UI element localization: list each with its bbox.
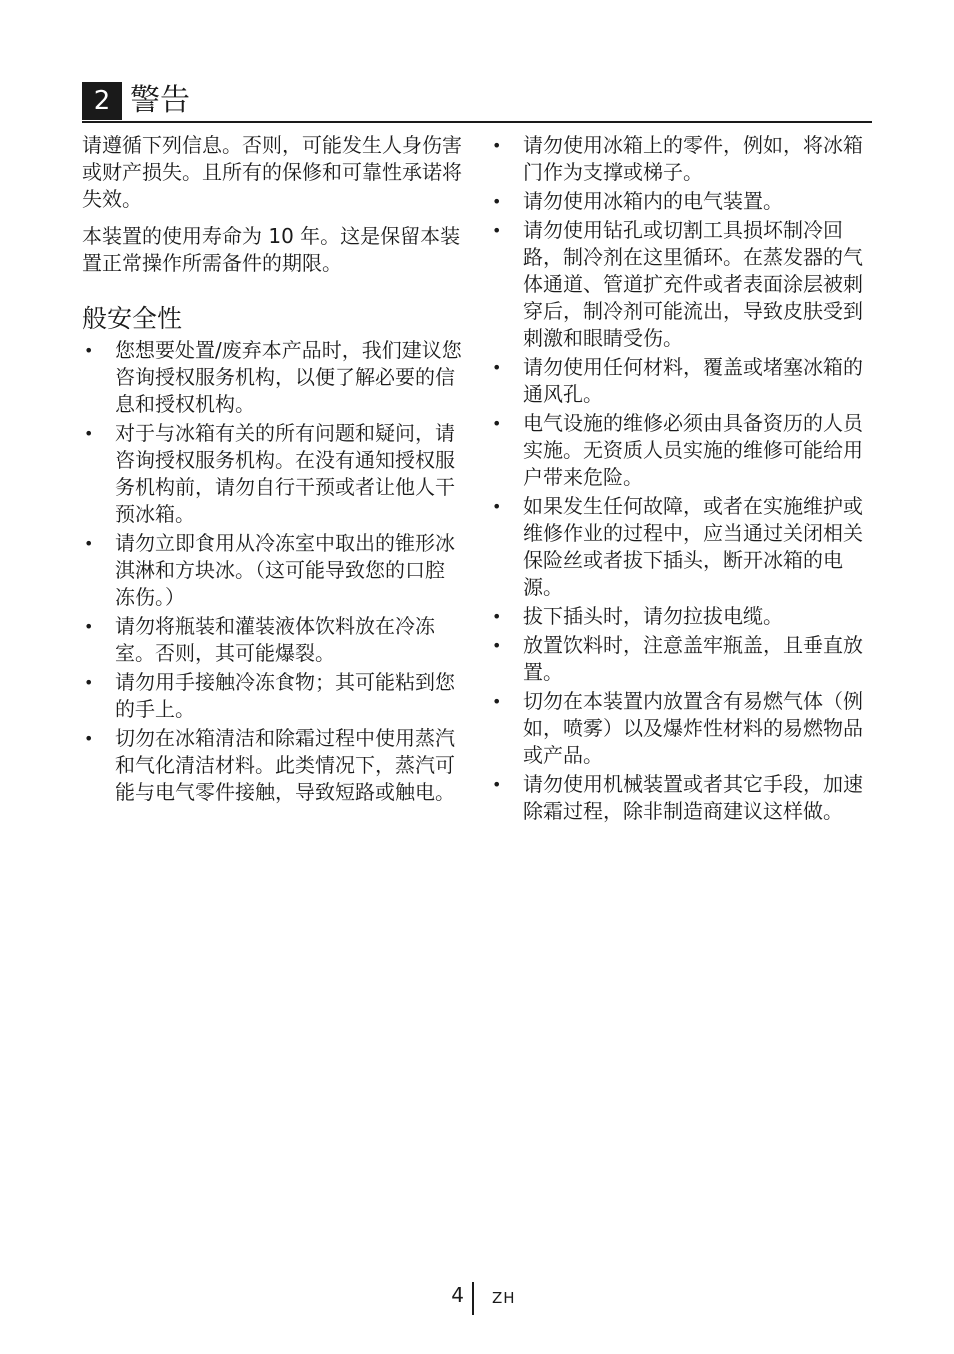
list-item: [490, 493, 882, 601]
list-item-text: 请勿使用冰箱内的电气装置。: [523, 189, 783, 213]
general-safety-list: [82, 337, 464, 806]
bullet-icon: •: [492, 636, 502, 655]
list-item: [490, 217, 882, 352]
left-column: [82, 132, 464, 808]
list-item: [82, 337, 464, 418]
list-item-text: 请勿使用机械装置或者其它手段，加速除霜过程，除非制造商建议这样做。: [523, 772, 863, 823]
list-item: [82, 420, 464, 528]
list-item: [490, 354, 882, 408]
list-item-text: 请勿将瓶装和灌装液体饮料放在冷冻室。否则，其可能爆裂。: [115, 614, 435, 665]
list-item: [490, 410, 882, 491]
intro-paragraph: 请遵循下列信息。否则，可能发生人身伤害或财产损失。且所有的保修和可靠性承诺将失效。: [82, 133, 462, 211]
list-item: [82, 613, 464, 667]
bullet-icon: •: [84, 424, 94, 443]
list-item-text: 请勿使用冰箱上的零件，例如，将冰箱门作为支撑或梯子。: [523, 133, 863, 184]
list-item-text: 切勿在本装置内放置含有易燃气体（例如，喷雾）以及爆炸性材料的易燃物品或产品。: [523, 689, 863, 767]
bullet-icon: •: [492, 692, 502, 711]
section-header: [82, 82, 872, 122]
list-item-text: 请勿立即食用从冷冻室中取出的锥形冰淇淋和方块冰。（这可能导致您的口腔冻伤。）: [115, 531, 455, 609]
list-item-text: 拔下插头时，请勿拉拔电缆。: [523, 604, 783, 628]
bullet-icon: •: [492, 192, 502, 211]
footer-divider: [472, 1282, 474, 1315]
bullet-icon: •: [492, 221, 502, 240]
header-divider: [82, 121, 872, 123]
list-item: [490, 132, 882, 186]
general-safety-heading: 般安全性: [82, 304, 183, 333]
bullet-icon: •: [84, 617, 94, 636]
service-life-paragraph: 本装置的使用寿命为 10 年。这是保留本装置正常操作所需备件的期限。: [82, 224, 461, 275]
list-item: [82, 725, 464, 806]
bullet-icon: •: [84, 673, 94, 692]
list-item: [490, 632, 882, 686]
bullet-icon: •: [492, 607, 502, 626]
bullet-icon: •: [84, 729, 94, 748]
bullet-icon: •: [492, 775, 502, 794]
list-item: [490, 688, 882, 769]
list-item-text: 放置饮料时，注意盖牢瓶盖，且垂直放置。: [523, 633, 863, 684]
list-item: [82, 530, 464, 611]
list-item-text: 您想要处置/废弃本产品时，我们建议您咨询授权服务机构，以便了解必要的信息和授权机构。: [115, 338, 462, 416]
list-item-text: 对于与冰箱有关的所有问题和疑问，请咨询授权服务机构。在没有通知授权服务机构前，请勿自行干预或者让他人干预冰箱。: [115, 421, 455, 526]
list-item-text: 切勿在冰箱清洁和除霜过程中使用蒸汽和气化清洁材料。此类情况下，蒸汽可能与电气零件接触，导致短路或触电。: [115, 726, 455, 804]
list-item: [82, 669, 464, 723]
warnings-list: [490, 132, 882, 825]
list-item-text: 请勿使用任何材料，覆盖或堵塞冰箱的通风孔。: [523, 355, 863, 406]
right-column: [490, 132, 882, 827]
list-item: [490, 188, 882, 215]
list-item: [490, 603, 882, 630]
list-item: [490, 771, 882, 825]
bullet-icon: •: [492, 414, 502, 433]
bullet-icon: •: [492, 497, 502, 516]
section-title: 警告: [130, 83, 190, 118]
language-code: ZH: [492, 1289, 516, 1307]
page-footer: [0, 1282, 954, 1316]
bullet-icon: •: [492, 358, 502, 377]
list-item-text: 电气设施的维修必须由具备资历的人员实施。无资质人员实施的维修可能给用户带来危险。: [523, 411, 863, 489]
page-number: 4: [451, 1283, 464, 1307]
chapter-number-badge: 2: [82, 82, 122, 120]
list-item-text: 请勿用手接触冷冻食物；其可能粘到您的手上。: [115, 670, 455, 721]
list-item-text: 请勿使用钻孔或切割工具损坏制冷回路，制冷剂在这里循环。在蒸发器的气体通道、管道扩充件或者表面涂层被刺穿后，制冷剂可能流出，导致皮肤受到刺激和眼睛受伤。: [523, 218, 863, 350]
bullet-icon: •: [492, 136, 502, 155]
bullet-icon: •: [84, 341, 94, 360]
list-item-text: 如果发生任何故障，或者在实施维护或维修作业的过程中，应当通过关闭相关保险丝或者拔下插头，断开冰箱的电源。: [523, 494, 863, 599]
bullet-icon: •: [84, 534, 94, 553]
